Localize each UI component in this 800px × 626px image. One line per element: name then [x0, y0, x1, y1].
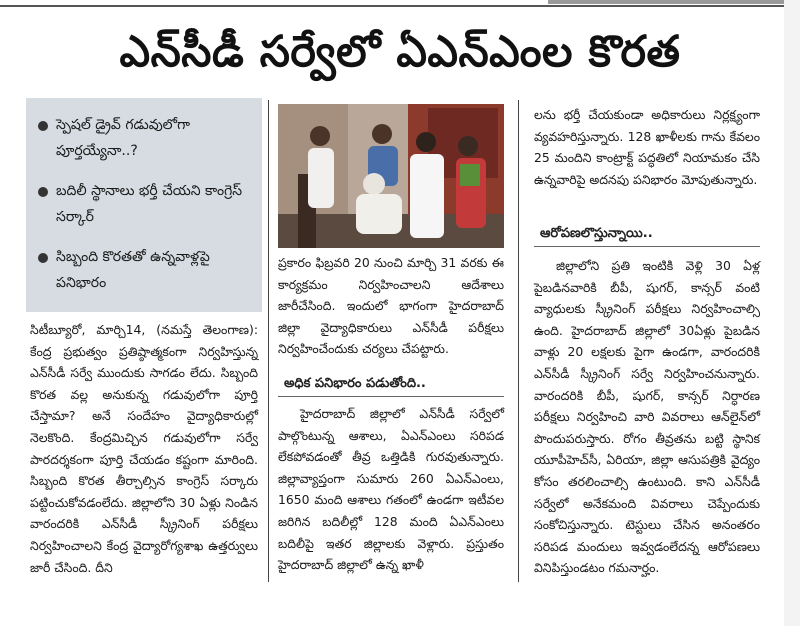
headline: ఎన్‌సీడీ సర్వేలో ఏఎన్‌ఎంల కొరత	[119, 27, 681, 77]
paragraph: లను భర్తీ చేయకుండా అధికారులు నిర్లక్ష్యంగా వ్యవహరిస్తున్నారు. 128 ఖాళీలకు గాను కేవలం 25 మందిని కాంట్రాక్ట్ పద్ధతిలో నియామకం చేసి ఉన్నవారిపై అదనపు పనిభారం మోపుతున్నారు.	[534, 107, 760, 187]
page-edge	[784, 0, 800, 626]
summary-box	[26, 98, 262, 312]
paragraph: సిటీబ్యూరో, మార్చి14, (నమస్తే తెలంగాణ): కేంద్ర ప్రభుత్వం ప్రతిష్ఠాత్మకంగా నిర్వహిస్తున్న ఎన్‌సీడీ సర్వే ముందుకు సాగడం లేదు. సిబ్బంది కొరత వల్ల అనుకున్న గడువులోగా పూర్తి చేస్తామా? అనే సందేహం వైద్యాధికారుల్లో నెలకొంది. కేంద్రమిచ్చిన గడువులోగా సర్వే పారదర్శకంగా పూర్తి చేయడం కష్టంగా మారింది. సిబ్బంది కొరత తీర్చాల్సిన కాంగ్రెస్ సర్కారు పట్టించుకోవడంలేదు. జిల్లాలోని 30 ఏళ్లు నిండిన వారందరికి ఎన్‌సీడీ స్క్రీనింగ్ పరీక్షలు నిర్వహించాలని కేంద్ర వైద్యారోగ్యశాఖ ఉత్తర్వులు జారీ చేసింది. దీని	[30, 322, 258, 575]
summary-text: స్పెషల్ డ్రైవ్ గడువులోగా పూర్తయ్యేనా..?	[56, 117, 190, 159]
news-photo	[278, 104, 504, 248]
column-divider	[518, 100, 519, 582]
subheading: అధిక పనిభారం పడుతోంది..	[284, 376, 426, 391]
bullet-icon	[38, 253, 48, 263]
subheading-rule	[534, 246, 760, 247]
top-rule	[0, 5, 800, 7]
subheading: ఆరోపణలొస్తున్నాయి..	[540, 226, 653, 241]
subheading-rule	[278, 396, 504, 397]
summary-item	[38, 112, 252, 164]
summary-item	[38, 178, 252, 230]
article-column-1	[30, 319, 258, 578]
top-edge-shade	[548, 0, 800, 4]
article-column-3	[534, 104, 760, 190]
article-column-3-continued	[534, 255, 760, 579]
summary-text: బదిలీ స్థానాలు భర్తీ చేయని కాంగ్రెస్ సర్కార్	[56, 183, 243, 225]
bullet-icon	[38, 121, 48, 131]
bullet-icon	[38, 187, 48, 197]
article-column-2	[278, 252, 504, 360]
column-divider	[268, 100, 269, 582]
paragraph: జిల్లాలోని ప్రతి ఇంటికి వెళ్లి 30 ఏళ్ల పైబడినవారికి బీపీ, షుగర్, కాన్సర్ వంటి వ్యాధులకు స్క్రీనింగ్ పరీక్షలు నిర్వహించాల్సి ఉంది. హైదరాబాద్ జిల్లాలో 30ఏళ్లు పైబడిన వాళ్లు 20 లక్షలకు పైగా ఉండగా, వారందరికి ఎన్‌సీడీ స్క్రీనింగ్ సర్వే నిర్వహించనున్నారు. వారందరికి బీపీ, షుగర్, కాన్సర్ నిర్ధారణ పరీక్షలు నిర్వహించి వారి వివరాలు ఆన్‌లైన్‌లో పొందుపరుస్తారు. రోగం తీవ్రతను బట్టి స్థానిక యూపీహెచ్‌సీ, ఏరియా, జిల్లా ఆసుపత్రికి వైద్యం కోసం తరలించాల్సి ఉంటుంది. కాని ఎన్‌సీడీ సర్వేలో అనేకమంది వివరాలు చెప్పేందుకు సంకోచిస్తున్నారు. టెస్టులు చేసిన అనంతరం సరిపడ మందులు ఇవ్వడంలేదన్న ఆరోపణలు వినిపిస్తుండటం గమనార్హం.	[534, 258, 760, 576]
paragraph: ప్రకారం ఫిబ్రవరి 20 నుంచి మార్చి 31 వరకు ఈ కార్యక్రమం నిర్వహించాలని ఆదేశాలు జారీచేసింది. ఇందులో భాగంగా హైదరాబాద్ జిల్లా వైద్యాధికారులు ఎన్‌సీడీ పరీక్షలు నిర్వహించేందుకు చర్యలు చేపట్టారు.	[278, 255, 504, 357]
summary-text: సిబ్బంది కొరతతో ఉన్నవాళ్లపై పనిభారం	[56, 249, 210, 291]
summary-item	[38, 244, 252, 296]
paragraph: హైదరాబాద్ జిల్లాలో ఎన్‌సీడీ సర్వేలో పాల్గొంటున్న ఆశాలు, ఏఎన్‌ఎంలు సరిపడ లేకపోవడంతో తీవ్ర ఒత్తిడికి గురవుతున్నారు. జిల్లావ్యాప్తంగా సుమారు 260 ఏఎన్‌ఎంలు, 1650 మంది ఆశాలు గతంలో ఉండగా ఇటీవల జరిగిన బదిలీల్లో 128 మంది ఏఎన్‌ఎంలు బదిలీపై ఇతర జిల్లాలకు వెళ్లారు. ప్రస్తుతం హైదరాబాద్ జిల్లాలో ఉన్న ఖాళీ	[278, 406, 504, 573]
article-column-2-continued	[278, 403, 504, 576]
